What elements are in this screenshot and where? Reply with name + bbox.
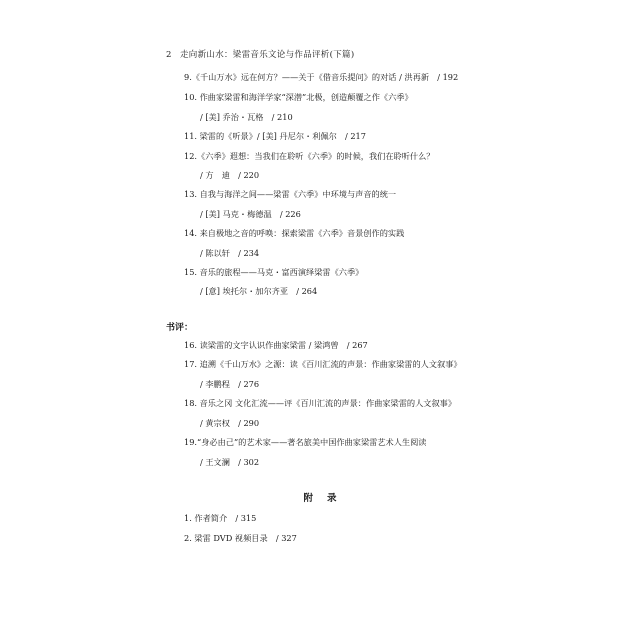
- toc-entry-19-author: / 王文澜 / 302: [200, 457, 260, 467]
- section-title-reviews: 书评：: [166, 323, 194, 333]
- toc-entry-18[interactable]: 18. 音乐之冈 文化汇流——评《百川汇流的声景：作曲家梁雷的人文叙事》: [184, 398, 457, 408]
- appendix-entry-2[interactable]: 2. 梁雷 DVD 视频目录 / 327: [184, 533, 297, 543]
- toc-entry-9[interactable]: 9.《千山万水》远在何方？——关于《借音乐提问》的对话 / 洪再新 / 192: [184, 72, 459, 82]
- toc-entry-14-author: / 陈以轩 / 234: [200, 248, 260, 258]
- page-number: 2: [166, 50, 172, 60]
- toc-entry-12-author: / 方 迪 / 220: [200, 170, 260, 180]
- toc-entry-13-author: / [美] 马克・梅德温 / 226: [200, 209, 301, 219]
- toc-entry-12[interactable]: 12.《六季》遐想：当我们在聆听《六季》的时候，我们在聆听什么？: [184, 151, 435, 161]
- toc-entry-15[interactable]: 15. 音乐的旅程——马克・富西演绎梁雷《六季》: [184, 267, 364, 277]
- toc-entry-11[interactable]: 11. 梁雷的《听景》/ [美] 丹尼尔・利佩尔 / 217: [184, 131, 366, 141]
- toc-entry-18-author: / 黄宗权 / 290: [200, 418, 260, 428]
- book-title: 走向新山水：梁雷音乐文论与作品评析(下篇): [180, 50, 355, 60]
- toc-entry-19[interactable]: 19.“身必由己”的艺术家——著名旅美中国作曲家梁雷艺术人生阅读: [184, 437, 427, 447]
- toc-entry-16[interactable]: 16. 读梁雷的文字认识作曲家梁雷 / 梁鸿曾 / 267: [184, 340, 368, 350]
- toc-entry-10-author: / [美] 乔治・瓦格 / 210: [200, 112, 293, 122]
- toc-entry-17-author: / 李鹏程 / 276: [200, 379, 260, 389]
- appendix-entry-1[interactable]: 1. 作者简介 / 315: [184, 513, 257, 523]
- toc-entry-17[interactable]: 17. 追溯《千山万水》之源：读《百川汇流的声景：作曲家梁雷的人文叙事》: [184, 359, 462, 369]
- section-title-appendix: 附录: [303, 493, 351, 504]
- toc-entry-15-author: / [意] 埃托尔・加尔齐亚 / 264: [200, 286, 318, 296]
- toc-entry-10[interactable]: 10. 作曲家梁雷和海洋学家“深潜”北极，创造颠覆之作《六季》: [184, 92, 413, 102]
- running-header: [166, 48, 354, 60]
- toc-entry-14[interactable]: 14. 来自极地之音的呼唤：探索梁雷《六季》音景创作的实践: [184, 228, 405, 238]
- toc-entry-13[interactable]: 13. 自我与海洋之间——梁雷《六季》中环境与声音的统一: [184, 189, 397, 199]
